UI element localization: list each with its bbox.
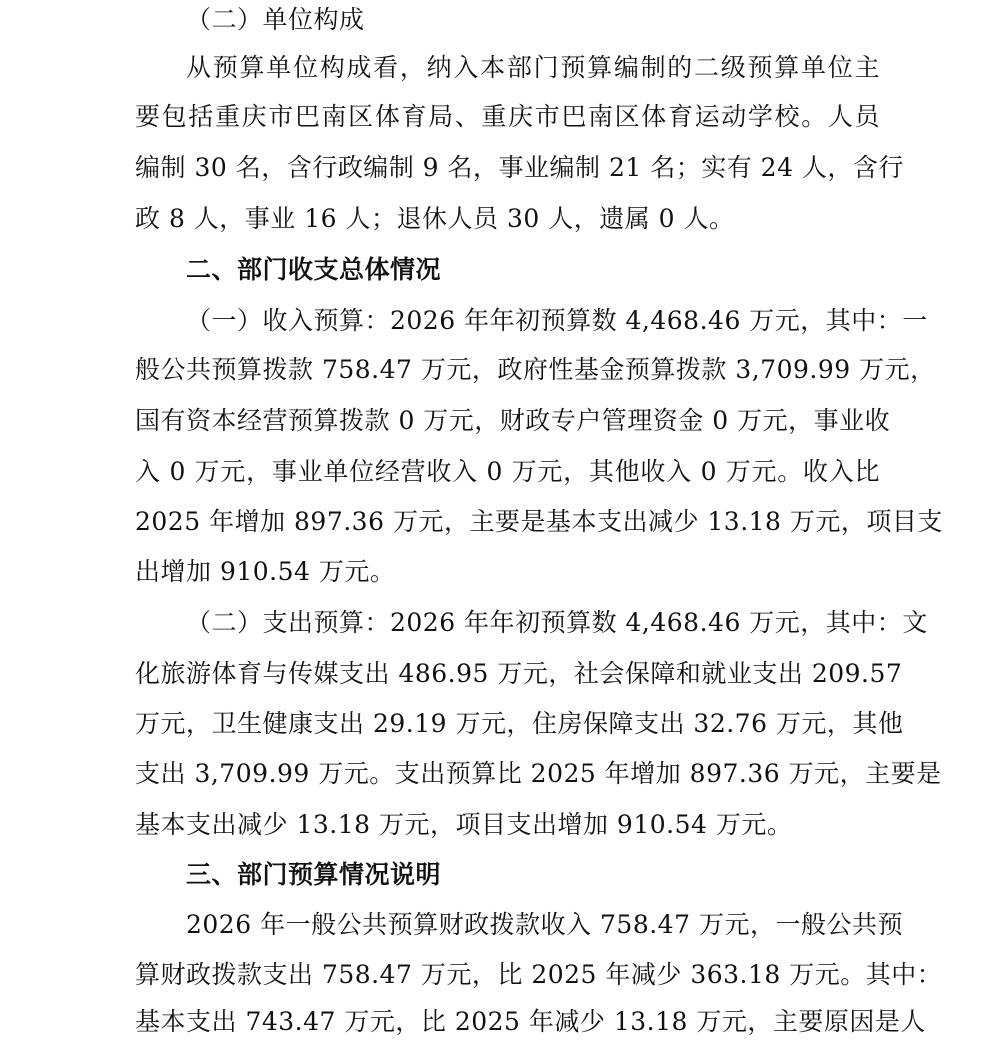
paragraph-line: 编制 30 名，含行政编制 9 名，事业编制 21 名；实有 24 人，含行 <box>135 153 904 182</box>
paragraph-line: 基本支出 743.47 万元，比 2025 年减少 13.18 万元，主要原因是人 <box>135 1007 926 1036</box>
paragraph-line: 从预算单位构成看，纳入本部门预算编制的二级预算单位主 <box>186 53 880 82</box>
paragraph-line: 化旅游体育与传媒支出 486.95 万元，社会保障和就业支出 209.57 <box>135 659 903 688</box>
paragraph-line: 2025 年增加 897.36 万元，主要是基本支出减少 13.18 万元，项目支 <box>135 507 943 536</box>
paragraph-line: 政 8 人，事业 16 人；退休人员 30 人，遗属 0 人。 <box>135 204 735 233</box>
paragraph-line: 算财政拨款支出 758.47 万元，比 2025 年减少 363.18 万元。其中： <box>135 960 943 989</box>
paragraph-line: 般公共预算拨款 758.47 万元，政府性基金预算拨款 3,709.99 万元， <box>135 355 936 384</box>
paragraph-line: 要包括重庆市巴南区体育局、重庆市巴南区体育运动学校。人员 <box>135 102 880 131</box>
section-heading-budget-explanation: 三、部门预算情况说明 <box>186 860 442 889</box>
section-heading-revenue-expenditure-overview: 二、部门收支总体情况 <box>186 255 442 284</box>
paragraph-line: （二）支出预算：2026 年年初预算数 4,468.46 万元，其中：文 <box>186 608 928 637</box>
subsection-heading-unit-composition: （二）单位构成 <box>186 5 365 34</box>
paragraph-line: 2026 年一般公共预算财政拨款收入 758.47 万元，一般公共预 <box>186 910 903 939</box>
paragraph-line: 出增加 910.54 万元。 <box>135 557 396 586</box>
paragraph-line: 国有资本经营预算拨款 0 万元，财政专户管理资金 0 万元，事业收 <box>135 406 891 435</box>
paragraph-line: 万元，卫生健康支出 29.19 万元，住房保障支出 32.76 万元，其他 <box>135 709 904 738</box>
paragraph-line: （一）收入预算：2026 年年初预算数 4,468.46 万元，其中：一 <box>186 306 928 335</box>
paragraph-line: 支出 3,709.99 万元。支出预算比 2025 年增加 897.36 万元，主要是 <box>135 759 942 788</box>
paragraph-line: 基本支出减少 13.18 万元，项目支出增加 910.54 万元。 <box>135 810 793 839</box>
paragraph-line: 入 0 万元，事业单位经营收入 0 万元，其他收入 0 万元。收入比 <box>135 457 880 486</box>
